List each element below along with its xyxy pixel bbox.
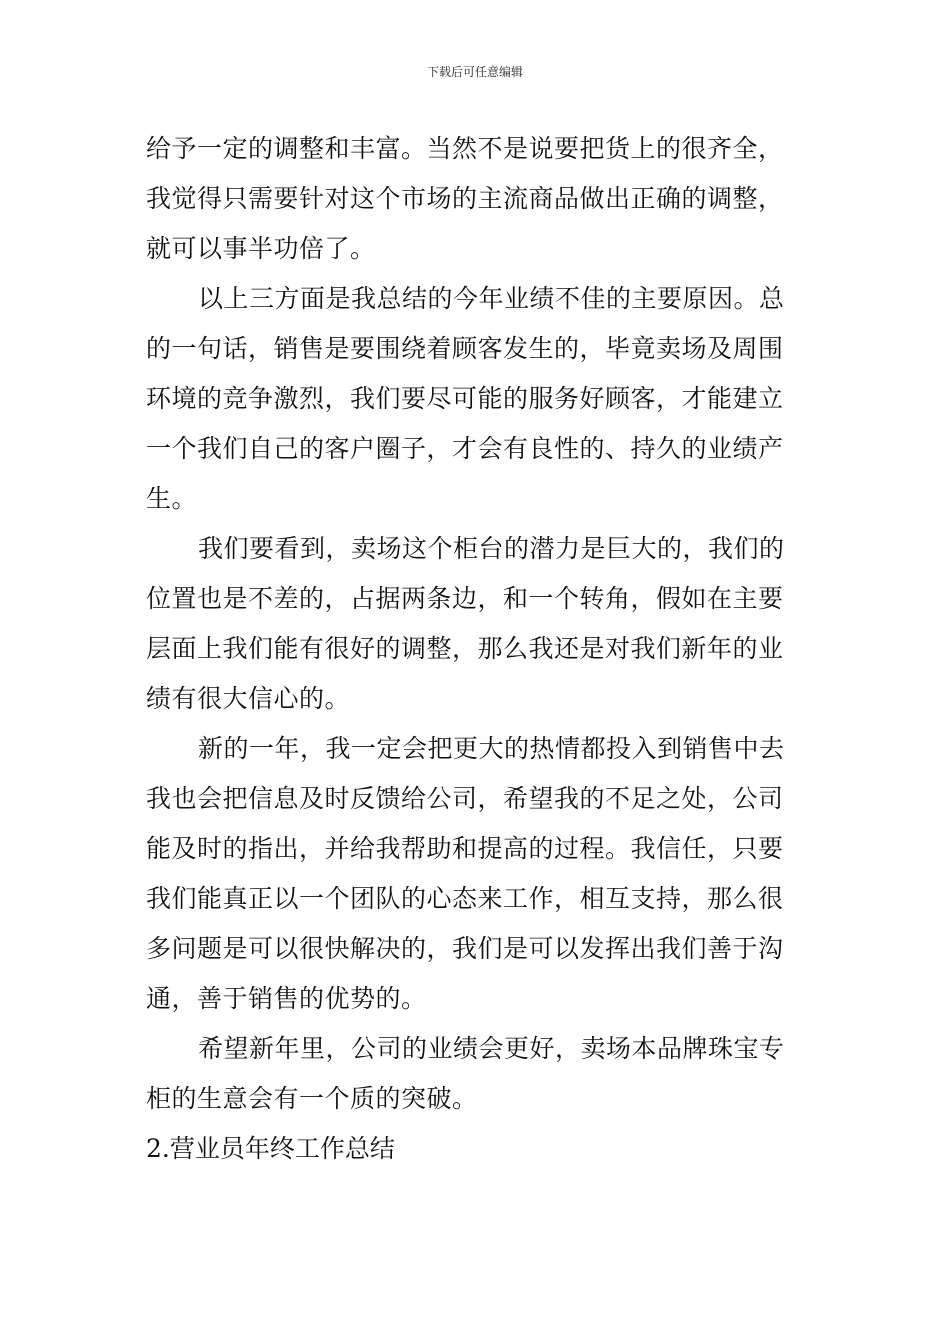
paragraph-4-line-5: 多问题是可以很快解决的，我们是可以发挥出我们善于沟 [146, 934, 784, 963]
paragraph-4-line-2: 我也会把信息及时反馈给公司，希望我的不足之处，公司 [146, 784, 784, 813]
paragraph-1-line-3: 就可以事半功倍了。 [146, 234, 376, 263]
paragraph-2-line-3: 环境的竞争激烈，我们要尽可能的服务好顾客，才能建立 [146, 384, 784, 413]
paragraph-3-line-3: 层面上我们能有很好的调整，那么我还是对我们新年的业 [146, 634, 784, 663]
document-body [146, 124, 808, 1174]
paragraph-3-line-2: 位置也是不差的，占据两条边，和一个转角，假如在主要 [146, 584, 784, 613]
paragraph-4-line-6: 通，善于销售的优势的。 [146, 984, 427, 1013]
paragraph-1-line-2: 我觉得只需要针对这个市场的主流商品做出正确的调整， [146, 184, 784, 213]
page-header: 下载后可任意编辑 [426, 65, 523, 79]
paragraph-3-line-1: 我们要看到，卖场这个柜台的潜力是巨大的，我们的 [198, 534, 785, 563]
paragraph-2-line-1: 以上三方面是我总结的今年业绩不佳的主要原因。总 [198, 284, 785, 313]
paragraph-1-line-1: 给予一定的调整和丰富。当然不是说要把货上的很齐全， [146, 134, 784, 163]
paragraph-5-line-2: 柜的生意会有一个质的突破。 [146, 1084, 478, 1113]
paragraph-2-line-2: 的一句话，销售是要围绕着顾客发生的，毕竟卖场及周围 [146, 334, 784, 363]
paragraph-4-line-1: 新的一年，我一定会把更大的热情都投入到销售中去 [198, 734, 785, 763]
paragraph-3-line-4: 绩有很大信心的。 [146, 684, 351, 713]
paragraph-4-line-4: 我们能真正以一个团队的心态来工作，相互支持，那么很 [146, 884, 784, 913]
section-heading: 2.营业员年终工作总结 [146, 1134, 395, 1163]
paragraph-2-line-5: 生。 [146, 484, 198, 513]
paragraph-2-line-4: 一个我们自己的客户圈子，才会有良性的、持久的业绩产 [146, 434, 784, 463]
paragraph-4-line-3: 能及时的指出，并给我帮助和提高的过程。我信任，只要 [146, 834, 784, 863]
paragraph-5-line-1: 希望新年里，公司的业绩会更好，卖场本品牌珠宝专 [198, 1034, 785, 1063]
